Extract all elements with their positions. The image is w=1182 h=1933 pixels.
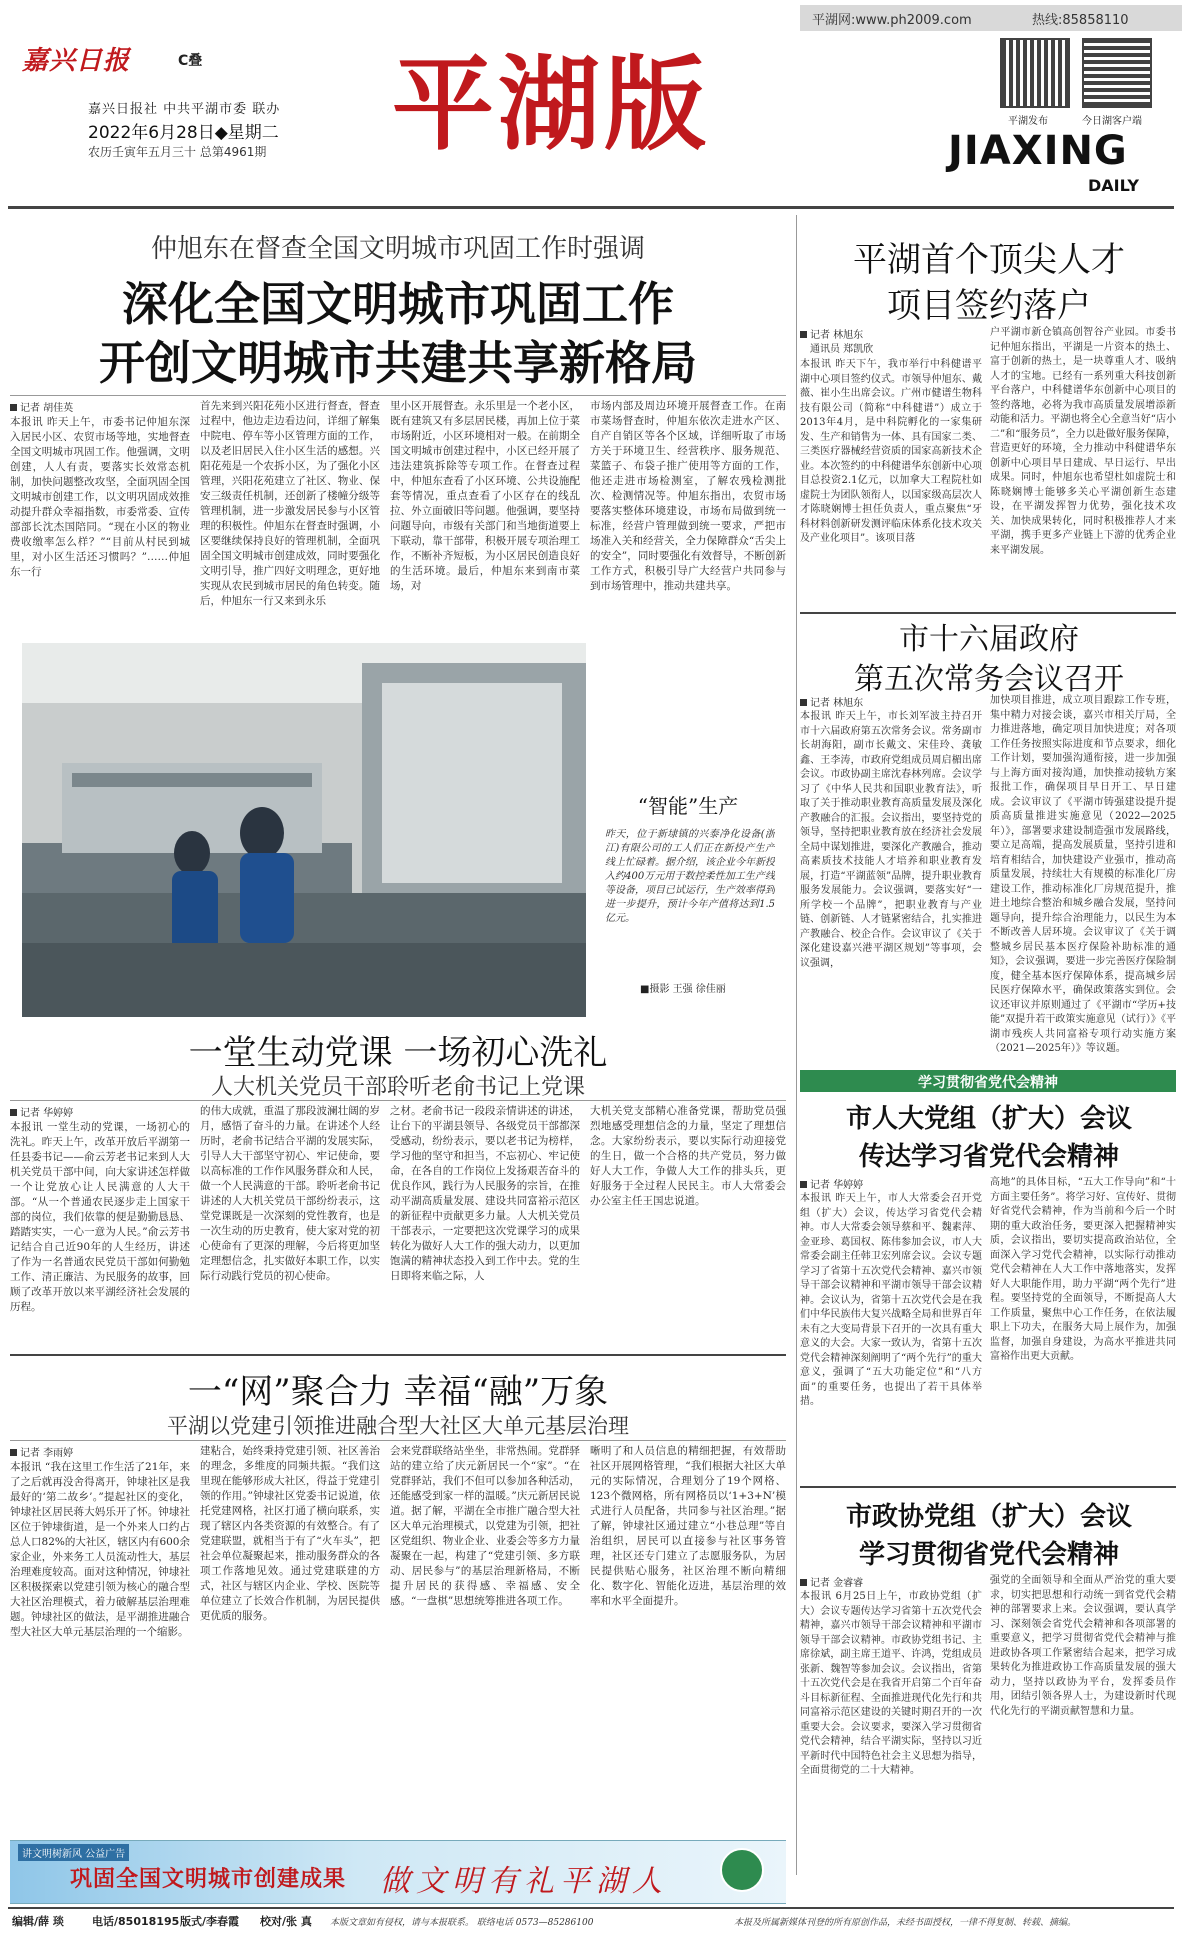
civility-banner-calligraphy: 做文明有礼平湖人 <box>380 1864 668 1899</box>
logo-en-sub: DAILY <box>1088 176 1139 195</box>
govt-byline <box>800 694 863 709</box>
section-banner-text: 学习贯彻省党代会精神 <box>918 1075 1058 1091</box>
qr-code-2[interactable] <box>1082 38 1152 108</box>
footer-rule <box>8 1907 1174 1909</box>
lead-rule <box>10 395 786 396</box>
cppcc-col-2: 强党的全面领导和全面从严治党的重大要求，切实把思想和行动统一到省党代会精神的部署要求上来。会议强调，要认真学习、深刻领会省党代会精神和各项部署的重要意义，把学习贯彻省党代会精神与推进政协各项工作紧密结合起来，把学习成果转化为推进政协工作高质量发展的强大动力，坚持以政协为平台，发挥委员作用，团结引领各界人士，为建设新时代现代化先行的平湖贡献智慧和力量。 <box>990 1575 1176 1717</box>
lead-kicker: 仲旭东在督查全国文明城市巩固工作时强调 <box>150 234 645 264</box>
party-title: 一堂生动党课 一场初心洗礼 <box>188 1033 608 1073</box>
talent-byline-1 <box>800 326 863 341</box>
lead-col-4: 市场内部及周边环境开展督查工作。在南市菜场督查时，仲旭东依次走进水产区、自产自销区等各个区域，详细听取了市场方关于环境卫生、经营秩序、服务规范、菜篮子、布袋子推广使用等方面的工作，他还走进市场检测室，了解农残检测批次、检测情况等。仲旭东指出，农贸市场要落实整体环境建设，市场布局做到统一标准，经营户管理做到统一要求，严把市场准入关和经营关，全力保障群众“舌尖上的安全”，同时要强化有效督导，不断创新工作方式，积极引导广大经营户共同参与到市场管理中，推动共建共享。 <box>590 400 786 592</box>
lead-title-2: 开创文明城市共建共享新格局 <box>99 336 697 390</box>
community-col-1: 本报讯 “我在这里工作生活了21年，来了之后就再没舍得离开，钟埭社区是我最好的‘第二故乡’。”提起社区的变化，钟埭社区居民蒋大妈乐开了怀。钟埭社区位于钟埭街道，是一个外来人口约占总人口82%的大社区，辖区内有600余家企业，外来务工人员流动性大，基层治理难度较高。面对这种情况，钟埭社区积极探索以党建引领为核心的融合型大社区治理模式，着力破解基层治理难题。钟埭社区的做法，是平湖推进融合型大社区大单元基层治理的一个缩影。 <box>10 1461 190 1638</box>
community-col-3: 会来党群联络站坐坐，非常热闹。党群驿站的建立给了庆元新居民一个“家”。“在党群驿站，我们不但可以参加各种活动，还能感受到家一样的温暖。”庆元新居民说道。据了解，平湖在全市推广融合型大社区大单元治理模式，以党建为引领，把社区党组织、物业企业、业委会等多方力量凝聚在一起，构建了“党建引领、多方联动、居民参与”的基层治理新格局，不断提升居民的获得感、幸福感、安全感。“一盘棋”思想统筹推进各项工作。 <box>390 1445 580 1607</box>
byline-marker-icon <box>10 1449 17 1456</box>
talent-byline-2: 通讯员 郑凯欣 <box>810 344 874 355</box>
news-photo <box>22 643 586 1017</box>
party-col-2: 的伟大成就，重温了那段波澜壮阔的岁月，感悟了奋斗的力量。在讲述个人经历时，老俞书记结合平湖的发展实际，引导人大干部坚守初心、牢记使命，要以高标准的工作作风服务群众和人民，做一个人民满意的干部。聆听老俞书记讲述的人大机关党员干部纷纷表示，这堂党课既是一次深刻的党性教育，也是一次生动的历史教育，使大家对党的初心使命有了更深的理解，今后将更加坚定理想信念，扎实做好本职工作，以实际行动践行党员的初心使命。 <box>200 1105 380 1282</box>
issue-date: 2022年6月28日◆星期二 <box>88 123 279 143</box>
npc-title-1: 市人大党组（扩大）会议 <box>845 1104 1132 1134</box>
cppcc-byline <box>800 1574 863 1589</box>
byline-marker-icon <box>800 331 807 338</box>
footer-designer: 版式/李春霞 <box>180 1915 240 1928</box>
govt-col-1: 本报讯 昨天上午，市长刘军波主持召开市十六届政府第五次常务会议。常务副市长胡海阳，副市长戴文、宋佳玲、龚敏鑫、王李涛，市政府党组成员周启楣出席会议。市政协副主席沈春林列席。会议学习了《中华人民共和国职业教育法》，听取了关于推动职业教育高质量发展及深化产教融合的汇报。会议指出，要坚持党的领导，坚持把职业教育放在经济社会发展全局中谋划推进，要深化产教融合，推动高素质技术技能人才培养和职业教育发展，打造“平湖蓝领”品牌，提升职业教育服务发展能力。会议强调，要落实好“一所学校一个品牌”，把职业教育与产业链、创新链、人才链紧密结合，扎实推进产教融合、校企合作。会议审议了《关于深化建设嘉兴港平湖区规划”等事项，会议强调， <box>800 711 982 969</box>
community-byline-text: 记者 李雨婷 <box>20 1448 74 1459</box>
edition-title: 平湖版 <box>392 45 710 165</box>
civility-banner-main: 巩固全国文明城市创建成果 <box>70 1867 347 1892</box>
party-col-3: 之材。老俞书记一段段亲情讲述的讲述，让台下的平湖县领导、各级党员干部都深受感动，纷纷表示，要以老书记为榜样，学习他的坚守和担当，不忘初心、牢记使命，在各自的工作岗位上发扬艰苦奋斗的优良作风，践行为人民服务的宗旨，在推动平湖高质量发展、建设共同富裕示范区的新征程中贡献更多力量。人大机关党员干部表示，一定要把这次党课学习的成果转化为做好人大工作的强大动力，以更加饱满的精神状态投入到工作中去。党的生日即将来临之际，人 <box>390 1105 580 1282</box>
talent-col-2: 户平湖市新仓镇高创智谷产业园。市委书记仲旭东指出，平湖是一片资本的热土、富于创新的热土，是一块尊重人才、吸纳人才的宝地。已经有一系列重大科技创新平台落户，中科健谱华东创新中心项目的签约落地，必将为我市高质量发展增添新动能和活力。平湖也将全心全意当好“店小二”和“服务员”，全力以赴做好服务保障，营造更好的环境，全力推动中科健谱华东创新中心项目早日建成、早日运行、早出成果。同时，仲旭东也希望杜如虚院士和陈晓娴博士能够多关心平湖创新生态建设，在平湖发挥智力优势，强化技术攻关、加快成果转化，同时积极推荐人才来平湖，携手更多产业链上下游的优秀企业来平湖发展。 <box>990 327 1176 556</box>
npc-col-2: 高地”的具体目标，“五大工作导向”和“十方面主要任务”。将学习好、宣传好、贯彻好省党代会精神，作为当前和今后一个时期的重大政治任务，要更深入把握精神实质，会议指出，要切实提高政治站位，全面深入学习党代会精神，以实际行动推动党代会精神在人大工作中落地落实，发挥好人大职能作用，助力平湖“两个先行”进程。要坚持党的全面领导，不断提高人大工作质量，聚焦中心工作任务，在依法履职上下功夫，在服务大局上展作为，加强监督，加强自身建设，为高水平推进共同富裕作出更大贡献。 <box>990 1177 1176 1362</box>
footer-disclaimer: 本版文章如有侵权，请与本报联系。 联络电话 0573—85286100 <box>330 1918 594 1928</box>
footer-editor: 编辑/薛 琰 <box>12 1915 64 1928</box>
lead-col-1: 本报讯 昨天上午，市委书记仲旭东深入居民小区、农贸市场等地，实地督查全国文明城市巩固工作。他强调，文明创建，人人有责，要落实长效常态机制，加快问题整改攻坚，全面巩固全国文明城市创建工作，以文明巩固成效推动提升群众幸福指数，市委常委、宣传部部长沈杰国陪同。“现在小区的物业费收缴率怎么样？”“目前从村民到城里，对小区生活还习惯吗？”……仲旭东一行 <box>10 416 190 578</box>
cppcc-title-1: 市政协党组（扩大）会议 <box>845 1502 1132 1532</box>
lead-byline <box>10 399 73 414</box>
npc-col-1: 本报讯 昨天上午，市人大常委会召开党组（扩大）会议，传达学习省党代会精神。市人大常委会领导蔡和平、魏素萍、金亚珍、葛国权、陈伟参加会议，市人大常委会副主任韩卫宏列席会议。会议专题学习了省第十五次党代会精神、嘉兴市领导干部会议精神和平湖市领导干部会议精神。会议认为，省第十五次党代会是在我们中华民族伟大复兴战略全局和世界百年未有之大变局背景下召开的一次具有重大意义的大会。大家一致认为，省第十五次党代会精神深刻阐明了“两个先行”的重大意义，强调了“五大功能定位”和“八方面”的重要任务，也提出了若干具体举措。 <box>800 1193 982 1407</box>
community-title: 一“网”聚合力 幸福“融”万象 <box>187 1372 609 1412</box>
party-col-4: 大机关党支部精心准备党课，帮助党员强烈地感受理想信念的力量，坚定了理想信念。大家纷纷表示，要以实际行动迎接党的生日，做一个合格的共产党员，努力做好人大工作，争做人大工作的排头兵，更好服务于全过程人民民主。市人大常委会办公室主任王国忠说道。 <box>590 1105 786 1207</box>
cppcc-title-2: 学习贯彻省党代会精神 <box>858 1540 1119 1570</box>
lead-byline-text: 记者 胡佳英 <box>20 403 74 414</box>
community-col-4: 晰明了和人员信息的精细把握，有效帮助社区开展网格管理，“我们根据大社区大单元的实际情况，合理划分了19个网格、123个微网格，所有网格员以‘1+3+N’模式进行人员配备，共同参与社区治理。”据了解，钟埭社区通过建立“小巷总理”等自治组织，居民可以直接参与社区事务管理，社区还专门建立了志愿服务队，为居民提供贴心服务，社区治理不断向精细化、数字化、智能化迈进，基层治理的效率和水平全面提升。 <box>590 1445 786 1607</box>
publishers: 嘉兴日报社 中共平湖市委 联办 <box>88 102 281 117</box>
govt-title-2: 第五次常务会议召开 <box>854 662 1124 697</box>
talent-title-2: 项目签约落户 <box>887 286 1091 326</box>
lead-col-2: 首先来到兴阳花苑小区进行督查，督查过程中，他边走边看边问，详细了解集中院电、停车等小区管理方面的工作，以及老旧居民入住小区生活的感想。兴阳花苑是一个农拆小区，为了强化小区管理，兴阳花苑建立了社区、物业、保安三级责任机制，还创新了楼幢分级等管理机制，进一步激发居民参与小区管理的积极性。仲旭东在督查时强调，小区要继续保持良好的管理机制，全面巩固全国文明城市创建成效，同时要强化文明引导，推广四好文明理念，更好地实现从农民到城市居民的角色转变。随后，仲旭东一行又来到永乐 <box>200 400 380 607</box>
photo-caption: 昨天，位于新埭镇的兴泰净化设备(浙江)有限公司的工人们正在新投产生产线上忙碌着。据介绍，该企业今年新投入约400万元用于数控柔性加工生产线等设备，项目已试运行，生产效率得到进一步提升，预计今年产值将达到1.5亿元。 <box>605 829 775 924</box>
qr-label-2: 今日湖客户端 <box>1082 116 1142 127</box>
byline-marker-icon <box>10 404 17 411</box>
npc-bottom-rule <box>800 1486 1176 1488</box>
party-subtitle: 人大机关党员干部聆听老俞书记上党课 <box>210 1075 585 1100</box>
website-text[interactable]: 平湖网:www.ph2009.com <box>812 13 972 28</box>
civility-banner-small: 讲文明树新风 公益广告 <box>18 1844 129 1861</box>
community-col-2: 建粘合，始终秉持党建引领、社区善治的理念，多维度的同频共振。“我们这里现在能够形成大社区，得益于党建引领的作用。”钟埭社区党委书记说道，依托党建网格，社区打通了横向联系，实现了辖区内各类资源的有效整合。有了党建联盟，就相当于有了“火车头”，把社会单位凝聚起来，推动服务群众的各项工作落地见效。通过党建联建的方式，社区与辖区内企业、学校、医院等单位建立了长效合作机制，为居民提供更优质的服务。 <box>200 1445 380 1622</box>
lead-col-3: 里小区开展督查。永乐里是一个老小区，既有建筑又有多层居民楼，再加上位于菜市场附近，小区环境相对一般。在前期全国文明城市创建过程中，小区已经开展了违法建筑拆除等专项工作。在督查过程中，仲旭东查看了小区环境、公共设施配套等情况，重点查看了小区存在的线乱拉、外立面破旧等问题。他强调，要坚持问题导向，市级有关部门和当地街道要上下联动，靠干部带，积极开展专项治理工作，不断补齐短板，为小区居民创造良好的生活环境。最后，仲旭东来到南市菜场，对 <box>390 400 580 592</box>
talent-byline-1-text: 记者 林旭东 <box>810 330 864 341</box>
masthead-rule <box>8 206 1174 209</box>
cppcc-byline-text: 记者 金睿睿 <box>810 1578 864 1589</box>
talent-title-1: 平湖首个顶尖人才 <box>853 240 1125 280</box>
hotline-text: 热线:85858110 <box>1032 13 1129 28</box>
lunar-issue: 农历壬寅年五月三十 总第4961期 <box>88 145 267 159</box>
community-rule <box>10 1440 786 1441</box>
byline-marker-icon <box>800 1181 807 1188</box>
page-column-divider <box>796 215 797 1875</box>
factory-scene-image <box>22 643 586 1017</box>
qr-label-1: 平湖发布 <box>1008 116 1048 127</box>
qr-code-1[interactable] <box>1000 38 1070 108</box>
edition-code: C叠 <box>178 53 203 69</box>
civility-banner-emblem <box>720 1848 764 1892</box>
cppcc-col-1: 本报讯 6月25日上午，市政协党组（扩大）会议专题传达学习省第十五次党代会精神，嘉兴市领导干部会议精神和平湖市领导干部会议精神。市政协党组书记、主席徐斌，副主席王道平、许鸿，党组成员张新、魏智等参加会议。会议指出，省第十五次党代会是在我省开启第二个百年奋斗目标新征程、全面推进现代化先行和共同富裕示范区建设的关键时期召开的一次重要大会。会议要求，要深入学习贯彻省党代会精神，结合平湖实际，坚持以习近平新时代中国特色社会主义思想为指导，全面贯彻党的二十大精神。 <box>800 1591 982 1776</box>
community-byline <box>10 1444 73 1459</box>
footer-notice: 本报及所属新媒体刊登的所有原创作品，未经书面授权，一律不得复制、转载、摘编。 <box>734 1918 1077 1928</box>
logo-en: JIAXING <box>948 128 1128 174</box>
npc-byline <box>800 1176 863 1191</box>
photo-title: “智能”生产 <box>637 794 739 818</box>
talent-col-1: 本报讯 昨天下午，我市举行中科健谱平湖中心项目签约仪式。市领导仲旭东、戴薇、崔小生出席会议。广州市健谱生物科技有限公司（简称“中科健谱”）成立于2013年4月，是中科院孵化的一家集研发、生产和销售为一体、具有国家二类、三类医疗器械经营资质的国家高新技术企业。本次签约的中科健谱华东创新中心项目总投资2.1亿元，以加拿大工程院杜如虚院士为团队领衔人，以国家级高层次人才陈晓娴博士担任负责人，重点聚焦“牙科材料创新研发测评临床体系化技术攻关及产业化项目”。该项目落 <box>800 359 982 544</box>
footer-proofreader: 校对/张 真 <box>260 1915 312 1928</box>
npc-title-2: 传达学习省党代会精神 <box>858 1142 1119 1172</box>
byline-marker-icon <box>800 1579 807 1586</box>
party-col-1: 本报讯 一堂生动的党课，一场初心的洗礼。昨天上午，改革开放后平湖第一任县委书记——俞云芳老书记来到人大机关党员干部中间，向大家讲述怎样做一个让党放心让人民满意的人大干部。“从一个普通农民逐步走上国家干部的岗位，我们依靠的便是勤勤恳恳、踏踏实实，一心一意为人民。”俞云芳书记结合自己近90年的人生经历，讲述了作为一名普通农民党员干部如何勤勉工作、清正廉洁、为民服务的故事，回顾了改革开放以来平湖经济社会发展的历程。 <box>10 1121 190 1313</box>
footer-phone: 电话/85018195 <box>92 1915 180 1928</box>
byline-marker-icon <box>10 1109 17 1116</box>
lead-title-1: 深化全国文明城市巩固工作 <box>122 277 674 331</box>
paper-logo: 嘉兴日报 <box>22 46 131 76</box>
photo-credit: ■摄影 王强 徐佳丽 <box>640 984 726 995</box>
govt-title-1: 市十六届政府 <box>899 622 1079 657</box>
npc-byline-text: 记者 华婷婷 <box>810 1180 864 1191</box>
govt-col-2: 加快项目推进，成立项目跟踪工作专班，集中精力对接会谈，嘉兴市相关厅局，全力推进落地，确定项目加快进度；对各项工作任务按照实际进度和节点要求，细化工作计划，要加强沟通衔接，进一步加强与上海方面对接沟通，加快推动接轨方案报批工作，确保项目早日开工、早日建成。会议审议了《平湖市铸强建设提升提质高质量推进实施意见（2022—2025年）》，部署要求建设制造强市发展路线，要立足高端，提高发展质量，坚持引进和培育相结合，加快建设产业强市，推动高质量发展，持续壮大有规模的标准化厂房建设工作，推动标准化厂房规范提升，推进土地综合整治和城乡融合发展，坚持问题导向，提升综合治理能力，以民生为本不断改善人居环境。会议审议了《关于调整城乡居民基本医疗保险补助标准的通知》，会议强调，要进一步完善医疗保险制度，健全基本医疗保障体系，提高城乡居民医疗保障水平，确保政策落实到位。会议还审议并原则通过了《平湖市“学历+技能”双提升若干政策实施意见（试行）》《平湖市残疾人共同富裕专项行动实施方案（2021—2025年）》等议题。 <box>990 695 1176 1054</box>
community-subtitle: 平湖以党建引领推进融合型大社区大单元基层治理 <box>167 1414 629 1438</box>
party-rule <box>10 1100 786 1101</box>
masthead <box>0 0 1182 210</box>
govt-byline-text: 记者 林旭东 <box>810 698 864 709</box>
party-bottom-rule <box>10 1354 786 1356</box>
byline-marker-icon <box>800 699 807 706</box>
party-byline-text: 记者 华婷婷 <box>20 1108 74 1119</box>
party-byline <box>10 1104 73 1119</box>
